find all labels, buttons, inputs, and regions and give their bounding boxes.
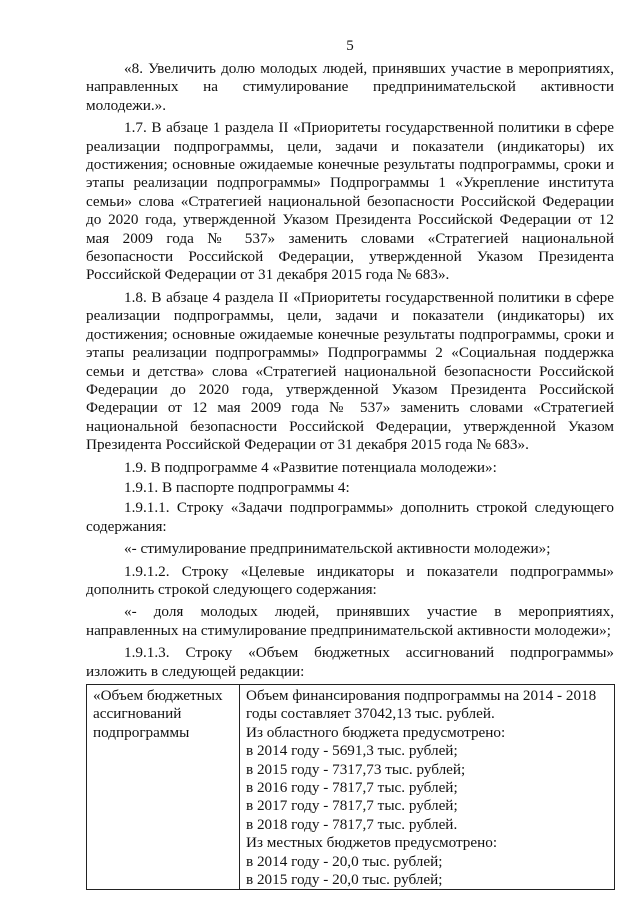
document-body bbox=[86, 60, 614, 890]
table-label-line: «Объем бюджетных bbox=[93, 687, 223, 704]
page-number: 5 bbox=[346, 38, 354, 54]
paragraph-indicator-addition: «- доля молодых людей, принявших участие в мероприятиях, направленных на стимулирование предпринимательской активности молодежи»; bbox=[86, 603, 614, 639]
paragraph-1-9-1: 1.9.1. В паспорте подпрограммы 4: bbox=[124, 478, 350, 496]
table-label-cell bbox=[87, 685, 240, 890]
paragraph-1-8: 1.8. В абзаце 4 раздела II «Приоритеты государственной политики в сфере реализации подпрограммы, цели, задачи и показатели (индикаторы) их достижения; основные ожидаемые конечные результаты подпрограммы, сроки и этапы реализации подпрограммы» Подпрограммы 2 «Социальная поддержка семьи и детства» слова «Стратегией национальной безопасности Российской Федерации до 2020 года, утвержденной Указом Президента Российской Федерации от 12 мая 2009 года № 537» заменить словами «Стратегией национальной безопасности Российской Федерации, утвержденной Указом Президента Российской Федерации от 31 декабря 2015 года № 683». bbox=[86, 288, 614, 454]
table-value-line: в 2014 году - 5691,3 тыс. рублей; bbox=[246, 742, 458, 760]
paragraph-1-9: 1.9. В подпрограмме 4 «Развитие потенциала молодежи»: bbox=[124, 458, 497, 476]
table-value-line: Объем финансирования подпрограммы на 2014 - 2018 годы составляет 37042,13 тыс. рублей. bbox=[246, 687, 597, 723]
table-value-line: в 2018 году - 7817,7 тыс. рублей. bbox=[246, 815, 458, 833]
table-value-line: в 2016 году - 7817,7 тыс. рублей; bbox=[246, 779, 458, 797]
budget-table bbox=[86, 684, 615, 890]
paragraph-1-9-1-2: 1.9.1.2. Строку «Целевые индикаторы и показатели подпрограммы» дополнить строкой следующего содержания: bbox=[86, 562, 614, 598]
paragraph-1-9-1-3: 1.9.1.3. Строку «Объем бюджетных ассигнований подпрограммы» изложить в следующей редакции: bbox=[86, 644, 614, 680]
table-label-line: подпрограммы bbox=[93, 723, 190, 741]
table-value-line: в 2015 году - 7317,73 тыс. рублей; bbox=[246, 760, 466, 778]
table-value-line: Из местных бюджетов предусмотрено: bbox=[246, 834, 498, 852]
table-value-line: в 2017 году - 7817,7 тыс. рублей; bbox=[246, 797, 458, 815]
paragraph-1-9-1-1: 1.9.1.1. Строку «Задачи подпрограммы» дополнить строкой следующего содержания: bbox=[86, 499, 614, 535]
table-row bbox=[87, 685, 615, 890]
table-value-cell bbox=[240, 685, 615, 890]
table-value-line: в 2014 году - 20,0 тыс. рублей; bbox=[246, 852, 443, 870]
paragraph-task-addition: «- стимулирование предпринимательской активности молодежи»; bbox=[124, 540, 551, 558]
paragraph-item-8: «8. Увеличить долю молодых людей, принявших участие в мероприятиях, направленных на стимулирование предпринимательской активности молодежи.». bbox=[86, 60, 614, 114]
budget-table-wrapper bbox=[86, 684, 614, 890]
table-value-line: в 2015 году - 20,0 тыс. рублей; bbox=[246, 871, 443, 889]
table-value-line: Из областного бюджета предусмотрено: bbox=[246, 723, 506, 741]
table-label-line: ассигнований bbox=[93, 705, 182, 723]
paragraph-1-7: 1.7. В абзаце 1 раздела II «Приоритеты государственной политики в сфере реализации подпрограммы, цели, задачи и показатели (индикаторы) их достижения; основные ожидаемые конечные результаты подпрограммы, сроки и этапы реализации подпрограммы» Подпрограммы 1 «Укрепление института семьи» слова «Стратегией национальной безопасности Российской Федерации до 2020 года, утвержденной Указом Президента Российской Федерации от 12 мая 2009 года № 537» заменить словами «Стратегией национальной безопасности Российской Федерации, утвержденной Указом Президента Российской Федерации от 31 декабря 2015 года № 683». bbox=[86, 119, 614, 284]
